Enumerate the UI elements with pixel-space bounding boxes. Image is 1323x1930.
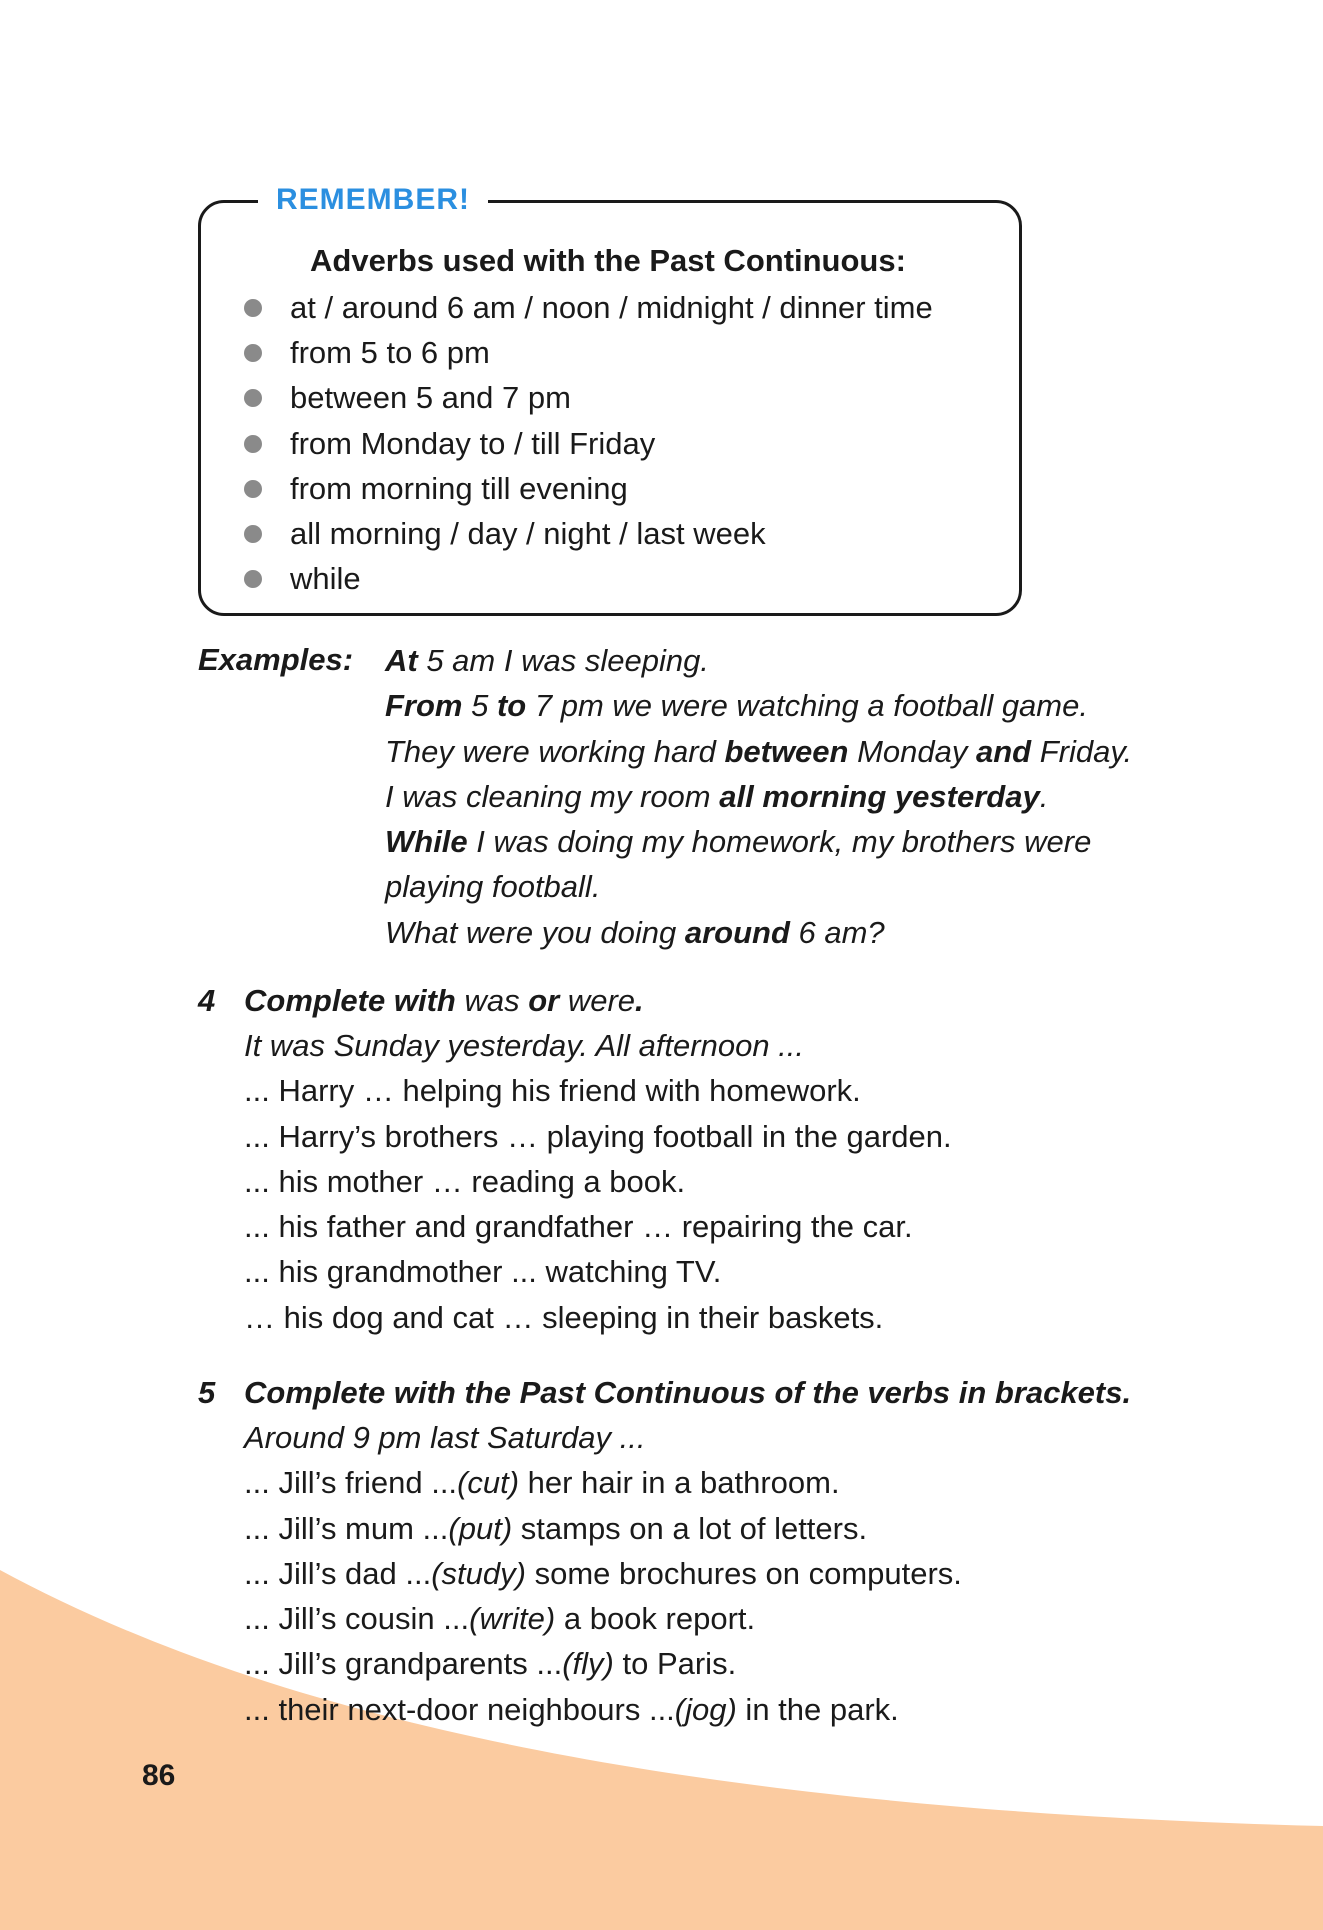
- adverb-item: [244, 330, 933, 375]
- exercise-item: [244, 1506, 1131, 1551]
- item-verb: (cut): [457, 1465, 520, 1501]
- example-keyword: At: [385, 643, 418, 678]
- adverb-list: [244, 285, 933, 602]
- example-keyword: and: [975, 733, 1032, 769]
- exercise-number: 5: [198, 1375, 216, 1410]
- title-keyword: was: [464, 983, 520, 1018]
- example-keyword: all morning yesterday: [719, 778, 1040, 814]
- adverb-item: [244, 511, 933, 556]
- item-text: ... Jill’s dad ...: [244, 1555, 432, 1591]
- title-text: .: [635, 983, 644, 1018]
- example-sentence: [385, 683, 1132, 728]
- item-verb: (put): [448, 1510, 513, 1546]
- example-text: What were you doing: [385, 914, 685, 950]
- example-sentence: [385, 774, 1132, 819]
- item-text: a book report.: [555, 1601, 756, 1637]
- exercise-item: … his dog and cat … sleeping in their baskets.: [244, 1299, 884, 1335]
- adverb-text: while: [290, 561, 361, 597]
- example-keyword: between: [724, 733, 849, 769]
- exercise-intro: It was Sunday yesterday. All afternoon ...: [244, 1028, 805, 1063]
- item-text: ... Jill’s cousin ...: [244, 1601, 470, 1637]
- exercise-item: [244, 1460, 1131, 1505]
- item-text: stamps on a lot of letters.: [512, 1510, 868, 1546]
- exercise-title: Complete with the Past Continuous of the verbs in brackets.: [244, 1375, 1132, 1410]
- adverb-text: all morning / day / night / last week: [290, 516, 766, 552]
- exercise-intro: Around 9 pm last Saturday ...: [244, 1420, 646, 1455]
- exercise-item: ... his father and grandfather … repairing the car.: [244, 1209, 913, 1245]
- exercise-item: [244, 1641, 1131, 1686]
- example-text: 6 am?: [789, 914, 885, 950]
- adverb-item: [244, 466, 933, 511]
- examples-list: [385, 638, 1132, 955]
- bullet-icon: [244, 299, 262, 317]
- adverb-text: at / around 6 am / noon / midnight / dinner time: [290, 289, 933, 325]
- bullet-icon: [244, 344, 262, 362]
- example-text: Monday: [848, 733, 976, 769]
- item-text: in the park.: [736, 1691, 899, 1727]
- item-text: ... Jill’s grandparents ...: [244, 1646, 563, 1682]
- exercise-body: [244, 978, 952, 1340]
- bullet-icon: [244, 480, 262, 498]
- item-verb: (study): [431, 1555, 526, 1591]
- remember-title: REMEMBER!: [258, 180, 488, 220]
- adverb-item: [244, 557, 933, 602]
- bullet-icon: [244, 389, 262, 407]
- item-text: ... their next-door neighbours ...: [244, 1691, 675, 1727]
- example-text: I was cleaning my room: [385, 778, 720, 814]
- exercise-item: [244, 1687, 1131, 1732]
- example-text: They were working hard: [385, 733, 725, 769]
- example-keyword: around: [684, 914, 790, 950]
- exercise-item: [244, 1551, 1131, 1596]
- page-number: 86: [142, 1759, 176, 1792]
- example-sentence: [385, 910, 1132, 955]
- bullet-icon: [244, 570, 262, 588]
- exercise-title: [244, 978, 952, 1023]
- examples-label: Examples:: [198, 642, 354, 677]
- example-sentence: [385, 864, 1132, 909]
- exercise-item: ... his mother … reading a book.: [244, 1163, 686, 1199]
- adverb-item: [244, 421, 933, 466]
- title-text: or: [519, 983, 568, 1018]
- example-keyword: to: [496, 688, 527, 724]
- item-text: ... Jill’s mum ...: [244, 1510, 449, 1546]
- title-text: Complete with: [244, 983, 465, 1018]
- item-text: to Paris.: [613, 1646, 737, 1682]
- exercise-item: ... Harry’s brothers … playing football in the garden.: [244, 1118, 952, 1154]
- exercise-item: [244, 1596, 1131, 1641]
- adverb-text: between 5 and 7 pm: [290, 380, 571, 416]
- item-text: ... Jill’s friend ...: [244, 1465, 458, 1501]
- remember-heading: Adverbs used with the Past Continuous:: [310, 243, 906, 278]
- adverb-item: [244, 376, 933, 421]
- example-keyword: From: [385, 688, 463, 724]
- example-sentence: [385, 729, 1132, 774]
- example-text: 5: [462, 688, 497, 724]
- example-text: playing football.: [385, 869, 601, 905]
- exercise-item: ... Harry … helping his friend with homework.: [244, 1073, 861, 1109]
- example-text: I was doing my homework, my brothers were: [467, 824, 1092, 860]
- exercise-item: ... his grandmother ... watching TV.: [244, 1254, 722, 1290]
- exercise-number: 4: [198, 983, 216, 1018]
- item-verb: (jog): [674, 1691, 737, 1727]
- example-sentence: [385, 638, 1132, 683]
- example-keyword: While: [385, 824, 468, 860]
- adverb-item: [244, 285, 933, 330]
- example-text: .: [1039, 778, 1049, 814]
- example-text: 5 am I was sleeping.: [417, 643, 709, 678]
- item-verb: (write): [469, 1601, 556, 1637]
- bullet-icon: [244, 525, 262, 543]
- exercise-body: [244, 1370, 1131, 1732]
- example-text: Friday.: [1031, 733, 1133, 769]
- item-text: some brochures on computers.: [525, 1555, 962, 1591]
- adverb-text: from Monday to / till Friday: [290, 425, 656, 461]
- adverb-text: from morning till evening: [290, 470, 628, 506]
- adverb-text: from 5 to 6 pm: [290, 334, 490, 370]
- example-text: 7 pm we were watching a football game.: [526, 688, 1088, 724]
- item-text: her hair in a bathroom.: [519, 1465, 840, 1501]
- example-sentence: [385, 819, 1132, 864]
- title-keyword: were: [567, 983, 636, 1018]
- item-verb: (fly): [562, 1646, 614, 1682]
- bullet-icon: [244, 435, 262, 453]
